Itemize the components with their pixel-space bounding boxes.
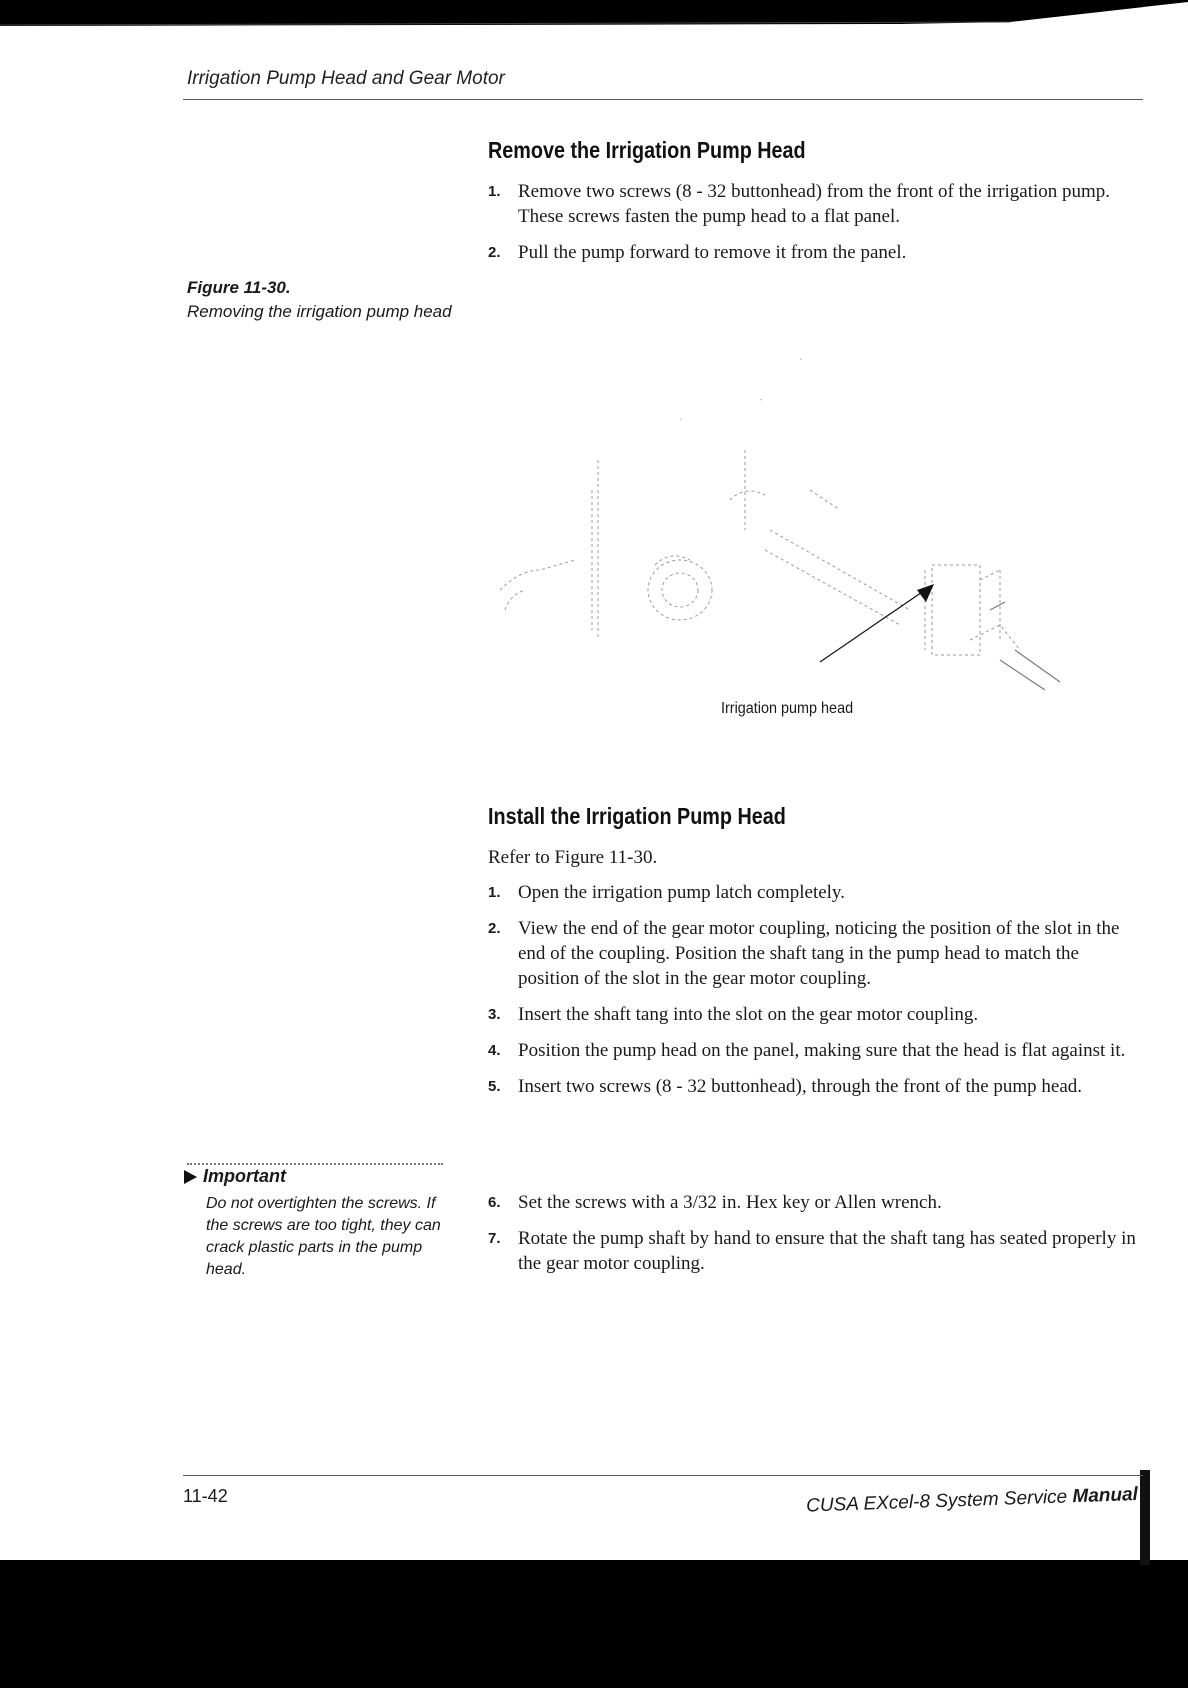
install-steps-a (488, 880, 1143, 1110)
remove-heading: Remove the Irrigation Pump Head (488, 137, 806, 163)
scan-bottom-edge (0, 1560, 1188, 1688)
step-text: Position the pump head on the panel, making sure that the head is flat against it. (518, 1040, 1126, 1061)
important-note (184, 1166, 444, 1281)
install-step-1 (488, 880, 1143, 905)
step-number: 7. (488, 1230, 501, 1247)
install-step-3 (488, 1002, 1143, 1027)
footer-rule (183, 1475, 1143, 1476)
install-step-5 (488, 1074, 1143, 1099)
scan-right-edge (1140, 1470, 1150, 1565)
install-step-6 (488, 1190, 1143, 1215)
step-text: Remove two screws (8 - 32 buttonhead) from the front of the irrigation pump. These screws fasten the pump head to a flat panel. (518, 181, 1111, 227)
install-step-7 (488, 1226, 1143, 1276)
install-intro: Refer to Figure 11-30. (488, 847, 658, 868)
step-number: 3. (488, 1006, 501, 1023)
callout-arrowhead (917, 584, 934, 602)
important-divider (187, 1163, 443, 1165)
figure-caption (187, 276, 452, 324)
step-number: 4. (488, 1042, 501, 1059)
remove-step-1 (488, 179, 1143, 229)
install-heading: Install the Irrigation Pump Head (488, 803, 786, 829)
step-text: Insert the shaft tang into the slot on the gear motor coupling. (518, 1004, 979, 1025)
install-steps-b (488, 1190, 1143, 1287)
step-text: Rotate the pump shaft by hand to ensure that the shaft tang has seated properly in the gear motor coupling. (518, 1228, 1136, 1274)
step-number: 1. (488, 884, 501, 901)
step-number: 2. (488, 244, 501, 261)
step-text: Set the screws with a 3/32 in. Hex key or Allen wrench. (518, 1192, 942, 1213)
important-heading (184, 1166, 444, 1187)
important-text: Do not overtighten the screws. If the screws are too tight, they can crack plastic parts in the pump head. (206, 1195, 441, 1278)
step-number: 5. (488, 1078, 501, 1095)
header-rule (183, 99, 1143, 100)
step-text: View the end of the gear motor coupling, noticing the position of the slot in the end of the coupling. Position the shaft tang in the pump head to match the position of the slot in the gear motor coupling. (518, 918, 1120, 989)
step-text: Pull the pump forward to remove it from the panel. (518, 242, 907, 263)
important-label: Important (203, 1166, 286, 1186)
step-text: Insert two screws (8 - 32 buttonhead), through the front of the pump head. (518, 1076, 1083, 1097)
step-number: 2. (488, 920, 501, 937)
figure-callout-label: Irrigation pump head (721, 700, 854, 717)
pump-head-illustration (480, 340, 1120, 740)
figure-caption-text: Removing the irrigation pump head (187, 302, 452, 321)
page-number: 11-42 (183, 1486, 228, 1506)
scan-top-edge (0, 0, 1188, 44)
step-text: Open the irrigation pump latch completely. (518, 882, 845, 903)
remove-steps (488, 179, 1143, 276)
document-title-main: CUSA EXcel-8 System Service (805, 1486, 1073, 1517)
figure-number: Figure 11-30. (187, 278, 291, 297)
install-step-2 (488, 916, 1143, 991)
document-title-emph: Manual (1072, 1484, 1139, 1508)
remove-step-2 (488, 240, 1143, 265)
document-title (806, 1484, 1138, 1518)
step-number: 6. (488, 1194, 501, 1211)
arrow-right-icon (184, 1170, 197, 1184)
running-head: Irrigation Pump Head and Gear Motor (187, 68, 505, 89)
callout-leader (820, 588, 928, 662)
step-number: 1. (488, 183, 501, 200)
install-step-4 (488, 1038, 1143, 1063)
